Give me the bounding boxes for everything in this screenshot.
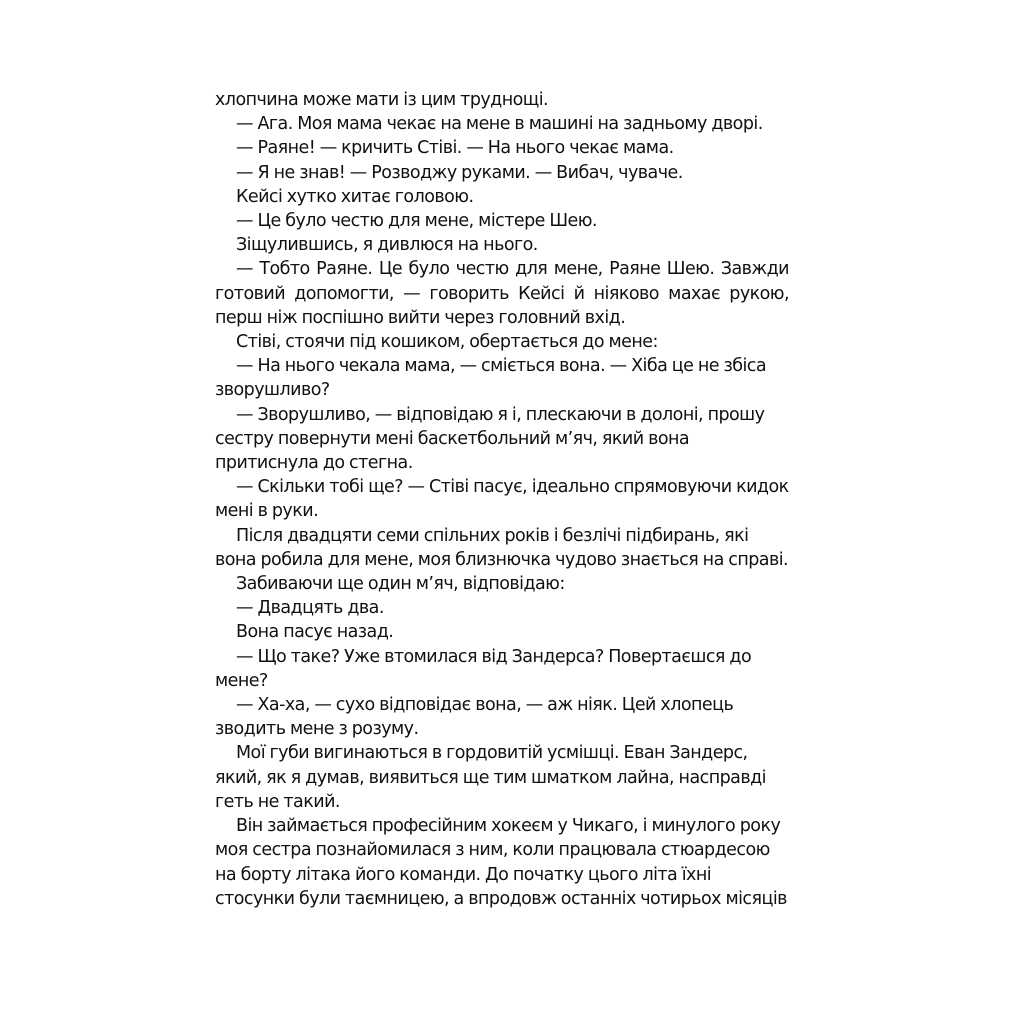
paragraph: — Ха-ха, — сухо відповідає вона, — аж ніяк. Цей хлопець зводить мене з розуму. [215,695,734,740]
paragraph: Він займається професійним хокеєм у Чикаго, і минулого року моя сестра познайомилася з ним, коли працювала стюардесою на борту літака його команди. До початку цього літа їхні стосунки були таємницею, а впродовж останніх чотирьох місяців [215,816,787,909]
paragraph: Після двадцяти семи спільних років і безлічі підбирань, які вона робила для мене, моя близнючка чудово знається на справі. [215,525,789,570]
paragraph: — Ага. Моя мама чекає на мене в машині на задньому дворі. [236,114,763,135]
paragraph: Зіщулившись, я дивлюся на нього. [236,235,538,256]
paragraph: хлопчина може мати із цим труднощі. [215,90,549,110]
paragraph: — Зворушливо, — відповідаю я і, плескаючи в долоні, прошу сестру повернути мені баскетбольний м’яч, який вона притиснула до стегна. [215,404,765,474]
paragraph: — Це було честю для мене, містере Шею. [236,211,597,232]
paragraph: — Двадцять два. [236,598,384,619]
paragraph: Кейсі хутко хитає головою. [236,186,474,207]
paragraph: — На нього чекала мама, — сміється вона. — Хіба це не збіса зворушливо? [215,356,767,401]
paragraph: — Я не знав! — Розводжу руками. — Вибач, чуваче. [236,162,683,183]
paragraph: Вона пасує назад. [236,622,394,643]
paragraph: Стіві, стоячи під кошиком, обертається до мене: [236,332,658,353]
paragraph: Мої губи вигинаються в гордовитій усмішці. Еван Зандерс, який, як я думав, виявиться ще тим шматком лайна, насправді геть не такий. [215,743,766,812]
paragraph: — Що таке? Уже втомилася від Зандерса? Повертаєшся до мене? [215,646,752,691]
paragraph: — Тобто Раяне. Це було честю для мене, Раяне Шею. Завжди готовий допомогти, — говорить Кейсі й ніяково махає рукою, перш ніж поспішно вийти через головний вхід. [215,259,789,328]
paragraph: Забиваючи ще один м’яч, відповідаю: [236,574,565,595]
paragraph: — Раяне! — кричить Стіві. — На нього чекає мама. [236,138,674,159]
paragraph: — Скільки тобі ще? — Стіві пасує, ідеально спрямовуючи кидок мені в руки. [215,477,789,522]
book-page-text [215,88,789,911]
